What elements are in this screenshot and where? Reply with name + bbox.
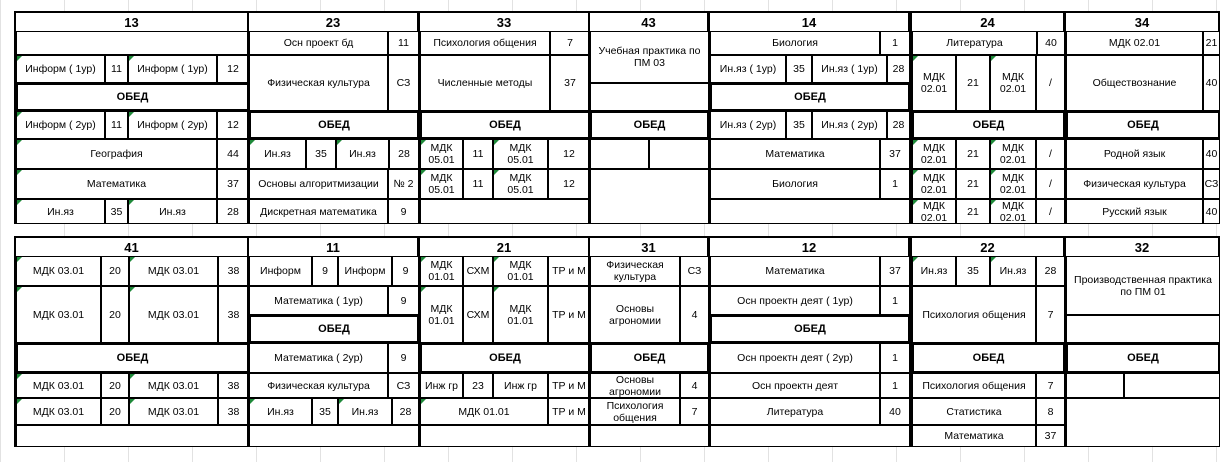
schedule-cell[interactable]: География: [16, 139, 217, 169]
schedule-cell[interactable]: Ин.яз ( 2ур): [710, 111, 786, 139]
schedule-cell[interactable]: МДК 02.01: [912, 139, 956, 169]
comment-marker-icon: [129, 56, 134, 61]
comment-marker-icon: [17, 200, 22, 205]
schedule-cell[interactable]: [1124, 373, 1220, 398]
schedule-cell[interactable]: Математика: [16, 169, 217, 199]
schedule-cell[interactable]: 37: [880, 256, 910, 286]
schedule-cell[interactable]: 44: [217, 139, 249, 169]
lunch-cell[interactable]: ОБЕД: [710, 315, 910, 343]
schedule-cell[interactable]: Ин.яз: [128, 199, 217, 224]
schedule-block: [910, 236, 1065, 447]
schedule-cell[interactable]: Литература: [710, 398, 880, 425]
schedule-cell[interactable]: МДК 01.01: [493, 286, 548, 343]
schedule-cell[interactable]: Психология общения: [420, 31, 550, 55]
schedule-cell[interactable]: Математика ( 1ур): [249, 286, 388, 315]
schedule-block: [1064, 11, 1220, 224]
schedule-cell[interactable]: СХМ: [463, 286, 493, 343]
schedule-cell[interactable]: 7: [1036, 373, 1065, 398]
schedule-cell[interactable]: [590, 139, 649, 169]
schedule-cell[interactable]: 9: [388, 286, 419, 315]
schedule-cell[interactable]: МДК 02.01: [912, 169, 956, 199]
schedule-cell[interactable]: 4: [680, 286, 709, 343]
schedule-cell[interactable]: 35: [312, 398, 338, 425]
schedule-cell[interactable]: 35: [786, 55, 812, 83]
schedule-cell[interactable]: МДК 01.01: [420, 398, 548, 425]
lunch-cell[interactable]: ОБЕД: [249, 111, 419, 139]
schedule-cell[interactable]: 7: [1036, 286, 1065, 343]
schedule-cell[interactable]: МДК 02.01: [990, 199, 1036, 224]
block-header[interactable]: 41: [16, 238, 247, 257]
schedule-cell[interactable]: [710, 199, 910, 224]
schedule-cell[interactable]: 12: [548, 169, 590, 199]
comment-marker-icon: [17, 374, 22, 379]
schedule-cell[interactable]: Дискретная математика: [249, 199, 388, 224]
schedule-cell[interactable]: Осн проектн деят ( 2ур): [710, 343, 880, 373]
schedule-cell[interactable]: Информ ( 2ур): [128, 111, 217, 139]
comment-marker-icon: [250, 140, 255, 145]
schedule-cell[interactable]: ТР и М: [548, 286, 590, 343]
schedule-block: [247, 11, 419, 224]
schedule-block: [588, 236, 709, 447]
schedule-cell[interactable]: Ин.яз: [338, 398, 392, 425]
schedule-cell[interactable]: МДК 01.01: [420, 256, 463, 286]
block-header[interactable]: 22: [912, 238, 1063, 257]
comment-marker-icon: [991, 170, 996, 175]
schedule-cell[interactable]: ТР и М: [548, 373, 590, 398]
lunch-cell[interactable]: ОБЕД: [16, 83, 249, 111]
schedule-cell[interactable]: 21: [956, 55, 990, 111]
schedule-cell[interactable]: 1: [880, 343, 910, 373]
schedule-cell[interactable]: /: [1036, 169, 1065, 199]
block-header[interactable]: 13: [16, 13, 247, 32]
schedule-cell[interactable]: МДК 02.01: [990, 55, 1036, 111]
schedule-block: [14, 236, 249, 447]
schedule-block: [418, 11, 590, 224]
comment-marker-icon: [991, 56, 996, 61]
schedule-cell[interactable]: 23: [463, 373, 493, 398]
comment-marker-icon: [17, 140, 22, 145]
schedule-cell[interactable]: МДК 05.01: [493, 139, 548, 169]
block-header[interactable]: 21: [420, 238, 588, 257]
comment-marker-icon: [130, 287, 135, 292]
schedule-cell[interactable]: 21: [956, 139, 990, 169]
comment-marker-icon: [421, 140, 426, 145]
schedule-cell[interactable]: Ин.яз ( 1ур): [812, 55, 887, 83]
comment-marker-icon: [130, 399, 135, 404]
schedule-cell[interactable]: [1066, 373, 1124, 398]
block-header[interactable]: 31: [590, 238, 707, 257]
schedule-cell[interactable]: Ин.яз ( 2ур): [812, 111, 887, 139]
schedule-cell[interactable]: Физическая культура: [1066, 169, 1203, 199]
schedule-cell[interactable]: МДК 01.01: [493, 256, 548, 286]
comment-marker-icon: [129, 200, 134, 205]
schedule-cell[interactable]: 40: [1037, 31, 1065, 55]
schedule-cell[interactable]: Ин.яз: [249, 398, 312, 425]
schedule-cell[interactable]: 35: [306, 139, 336, 169]
schedule-cell[interactable]: 11: [463, 169, 493, 199]
comment-marker-icon: [991, 200, 996, 205]
comment-marker-icon: [991, 257, 996, 262]
schedule-cell[interactable]: Информ ( 2ур): [16, 111, 105, 139]
schedule-cell[interactable]: МДК 03.01: [129, 373, 218, 398]
comment-marker-icon: [421, 399, 426, 404]
schedule-cell[interactable]: МДК 02.01: [912, 199, 956, 224]
lunch-cell[interactable]: ОБЕД: [1066, 343, 1220, 373]
schedule-cell[interactable]: Ин.яз: [912, 256, 956, 286]
schedule-cell[interactable]: 1: [880, 169, 910, 199]
schedule-cell[interactable]: /: [1036, 55, 1065, 111]
schedule-cell[interactable]: ТР и М: [548, 256, 590, 286]
comment-marker-icon: [17, 399, 22, 404]
block-header[interactable]: 11: [249, 238, 417, 257]
schedule-cell[interactable]: 20: [101, 286, 129, 343]
schedule-cell[interactable]: 12: [217, 111, 249, 139]
schedule-cell[interactable]: 35: [105, 199, 128, 224]
schedule-cell[interactable]: [649, 139, 709, 169]
schedule-cell[interactable]: МДК 02.01: [1066, 31, 1203, 55]
schedule-cell[interactable]: Математика: [710, 139, 880, 169]
schedule-block: [247, 236, 419, 447]
comment-marker-icon: [250, 399, 255, 404]
schedule-cell[interactable]: Психология общения: [912, 286, 1036, 343]
lunch-cell[interactable]: ОБЕД: [590, 111, 709, 139]
schedule-cell[interactable]: Биология: [710, 169, 880, 199]
comment-marker-icon: [17, 56, 22, 61]
schedule-cell[interactable]: Психология общения: [590, 398, 680, 425]
lunch-cell[interactable]: ОБЕД: [1066, 111, 1220, 139]
lunch-cell[interactable]: ОБЕД: [420, 111, 590, 139]
schedule-cell[interactable]: 28: [887, 55, 910, 83]
schedule-cell[interactable]: МДК 03.01: [129, 256, 218, 286]
schedule-cell[interactable]: МДК 03.01: [129, 398, 218, 425]
schedule-cell[interactable]: Психология общения: [912, 373, 1036, 398]
schedule-cell[interactable]: МДК 03.01: [16, 373, 101, 398]
lunch-cell[interactable]: ОБЕД: [420, 343, 590, 373]
schedule-cell[interactable]: СЗ: [1203, 169, 1220, 199]
block-header[interactable]: 32: [1066, 238, 1218, 257]
schedule-cell[interactable]: 7: [680, 398, 709, 425]
schedule-cell[interactable]: МДК 02.01: [990, 139, 1036, 169]
schedule-cell[interactable]: 38: [218, 286, 249, 343]
schedule-cell[interactable]: 9: [312, 256, 338, 286]
lunch-cell[interactable]: ОБЕД: [590, 343, 709, 373]
schedule-cell[interactable]: Математика ( 2ур): [249, 343, 388, 373]
comment-marker-icon: [913, 56, 918, 61]
comment-marker-icon: [339, 399, 344, 404]
schedule-cell[interactable]: СЗ: [388, 373, 419, 398]
comment-marker-icon: [913, 140, 918, 145]
schedule-cell[interactable]: МДК 01.01: [420, 286, 463, 343]
comment-marker-icon: [17, 287, 22, 292]
comment-marker-icon: [130, 374, 135, 379]
schedule-cell[interactable]: 28: [389, 139, 419, 169]
schedule-cell[interactable]: Информ ( 1ур): [16, 55, 105, 83]
schedule-cell[interactable]: 28: [887, 111, 910, 139]
schedule-cell[interactable]: 38: [218, 398, 249, 425]
schedule-cell[interactable]: 1: [880, 286, 910, 315]
lunch-cell[interactable]: ОБЕД: [912, 343, 1065, 373]
schedule-cell[interactable]: Физическая культура: [249, 373, 388, 398]
schedule-block: [910, 11, 1065, 224]
schedule-cell[interactable]: [1066, 315, 1220, 343]
schedule-cell[interactable]: 20: [101, 373, 129, 398]
schedule-block: [1064, 236, 1220, 447]
block-header[interactable]: 14: [710, 13, 908, 32]
schedule-cell[interactable]: 7: [550, 31, 590, 55]
schedule-block: [708, 236, 910, 447]
schedule-cell[interactable]: Ин.яз ( 1ур): [710, 55, 786, 83]
schedule-cell[interactable]: Ин.яз: [990, 256, 1036, 286]
schedule-cell[interactable]: 12: [548, 139, 590, 169]
schedule-cell[interactable]: 12: [217, 55, 249, 83]
lunch-cell[interactable]: ОБЕД: [912, 111, 1065, 139]
schedule-cell[interactable]: 9: [388, 343, 419, 373]
schedule-cell[interactable]: [16, 425, 249, 447]
block-header[interactable]: 12: [710, 238, 908, 257]
schedule-cell[interactable]: 28: [217, 199, 249, 224]
schedule-cell[interactable]: 40: [1203, 199, 1220, 224]
schedule-cell[interactable]: ТР и М: [548, 398, 590, 425]
block-header[interactable]: 24: [912, 13, 1063, 32]
schedule-cell[interactable]: Статистика: [912, 398, 1036, 425]
schedule-cell[interactable]: 11: [388, 31, 419, 55]
schedule-cell[interactable]: 20: [101, 398, 129, 425]
comment-marker-icon: [494, 140, 499, 145]
schedule-cell[interactable]: [420, 199, 590, 224]
comment-marker-icon: [494, 170, 499, 175]
schedule-cell[interactable]: Физическая культура: [249, 55, 388, 111]
schedule-cell[interactable]: Осн проектн деят: [710, 373, 880, 398]
schedule-cell[interactable]: 37: [1036, 425, 1065, 447]
schedule-cell[interactable]: Численные методы: [420, 55, 550, 111]
schedule-cell[interactable]: [1066, 398, 1220, 447]
lunch-cell[interactable]: ОБЕД: [16, 343, 249, 373]
schedule-cell[interactable]: 21: [1203, 31, 1220, 55]
schedule-cell[interactable]: 21: [956, 199, 990, 224]
schedule-cell[interactable]: Русский язык: [1066, 199, 1203, 224]
schedule-cell[interactable]: Производственная практика по ПМ 01: [1066, 256, 1220, 315]
schedule-cell[interactable]: Основы агрономии: [590, 286, 680, 343]
schedule-cell[interactable]: № 2: [388, 169, 419, 199]
schedule-cell[interactable]: Родной язык: [1066, 139, 1203, 169]
schedule-cell[interactable]: МДК 03.01: [129, 286, 218, 343]
comment-marker-icon: [421, 170, 426, 175]
schedule-cell[interactable]: 11: [105, 111, 128, 139]
schedule-cell[interactable]: [249, 425, 419, 447]
schedule-cell[interactable]: 40: [1203, 55, 1220, 111]
lunch-cell[interactable]: ОБЕД: [710, 83, 910, 111]
schedule-cell[interactable]: Информ ( 1ур): [128, 55, 217, 83]
comment-marker-icon: [913, 257, 918, 262]
schedule-cell[interactable]: [710, 425, 910, 447]
schedule-cell[interactable]: Математика: [912, 425, 1036, 447]
schedule-cell[interactable]: [420, 425, 590, 447]
comment-marker-icon: [17, 170, 22, 175]
schedule-cell[interactable]: 40: [880, 398, 910, 425]
schedule-cell[interactable]: МДК 03.01: [16, 398, 101, 425]
schedule-cell[interactable]: 1: [880, 31, 910, 55]
schedule-block: [708, 11, 910, 224]
comment-marker-icon: [991, 140, 996, 145]
schedule-cell[interactable]: МДК 05.01: [420, 139, 463, 169]
schedule-block: [14, 11, 249, 224]
schedule-cell[interactable]: 37: [880, 139, 910, 169]
schedule-cell[interactable]: Обществознание: [1066, 55, 1203, 111]
schedule-cell[interactable]: МДК 02.01: [912, 55, 956, 111]
schedule-cell[interactable]: [16, 31, 249, 55]
comment-marker-icon: [913, 200, 918, 205]
schedule-cell[interactable]: Инж гр: [493, 373, 548, 398]
schedule-cell[interactable]: МДК 03.01: [16, 256, 101, 286]
schedule-block: [418, 236, 590, 447]
lunch-cell[interactable]: ОБЕД: [249, 315, 419, 343]
schedule-cell[interactable]: 11: [463, 139, 493, 169]
schedule-cell[interactable]: Учебная практика по ПМ 03: [590, 31, 709, 83]
schedule-cell[interactable]: Осн проектн деят ( 1ур): [710, 286, 880, 315]
schedule-cell[interactable]: 35: [786, 111, 812, 139]
comment-marker-icon: [494, 257, 499, 262]
schedule-cell[interactable]: МДК 02.01: [990, 169, 1036, 199]
schedule-cell[interactable]: /: [1036, 199, 1065, 224]
block-header[interactable]: 43: [590, 13, 707, 32]
schedule-cell[interactable]: Физическая культура: [590, 256, 680, 286]
schedule-cell[interactable]: Основы агрономии: [590, 373, 680, 398]
schedule-cell[interactable]: СЗ: [680, 256, 709, 286]
schedule-cell[interactable]: 37: [550, 55, 590, 111]
schedule-cell[interactable]: Ин.яз: [16, 199, 105, 224]
schedule-cell[interactable]: Основы алгоритмизации: [249, 169, 388, 199]
schedule-cell[interactable]: Биология: [710, 31, 880, 55]
schedule-cell[interactable]: Ин.яз: [336, 139, 389, 169]
comment-marker-icon: [129, 112, 134, 117]
schedule-cell[interactable]: СЗ: [388, 55, 419, 111]
schedule-cell[interactable]: 38: [218, 256, 249, 286]
comment-marker-icon: [913, 170, 918, 175]
comment-marker-icon: [17, 112, 22, 117]
schedule-cell[interactable]: Ин.яз: [249, 139, 306, 169]
schedule-block: [588, 11, 709, 224]
schedule-cell[interactable]: 8: [1036, 398, 1065, 425]
block-header[interactable]: 34: [1066, 13, 1218, 32]
schedule-cell[interactable]: [590, 83, 709, 111]
schedule-cell[interactable]: 28: [392, 398, 419, 425]
schedule-cell[interactable]: 9: [388, 199, 419, 224]
schedule-cell[interactable]: 40: [1203, 139, 1220, 169]
comment-marker-icon: [421, 257, 426, 262]
schedule-cell[interactable]: 4: [680, 373, 709, 398]
schedule-cell[interactable]: /: [1036, 139, 1065, 169]
schedule-cell[interactable]: МДК 03.01: [16, 286, 101, 343]
schedule-cell[interactable]: Инж гр: [420, 373, 463, 398]
comment-marker-icon: [421, 287, 426, 292]
schedule-cell[interactable]: Математика: [710, 256, 880, 286]
schedule-cell[interactable]: МДК 05.01: [420, 169, 463, 199]
block-header[interactable]: 23: [249, 13, 417, 32]
schedule-cell[interactable]: 20: [101, 256, 129, 286]
schedule-cell[interactable]: 35: [956, 256, 990, 286]
schedule-cell[interactable]: [590, 425, 709, 447]
comment-marker-icon: [130, 257, 135, 262]
schedule-cell[interactable]: Литература: [912, 31, 1037, 55]
schedule-cell[interactable]: 37: [217, 169, 249, 199]
schedule-cell[interactable]: Осн проект бд: [249, 31, 388, 55]
schedule-cell[interactable]: 1: [880, 373, 910, 398]
comment-marker-icon: [17, 257, 22, 262]
schedule-cell[interactable]: 28: [1036, 256, 1065, 286]
schedule-cell[interactable]: 21: [956, 169, 990, 199]
schedule-cell[interactable]: Информ: [338, 256, 392, 286]
schedule-cell[interactable]: Информ: [249, 256, 312, 286]
schedule-cell[interactable]: 11: [105, 55, 128, 83]
schedule-cell[interactable]: 38: [218, 373, 249, 398]
schedule-cell[interactable]: МДК 05.01: [493, 169, 548, 199]
schedule-cell[interactable]: СХМ: [463, 256, 493, 286]
comment-marker-icon: [494, 287, 499, 292]
block-header[interactable]: 33: [420, 13, 588, 32]
schedule-cell[interactable]: [590, 169, 709, 224]
schedule-cell[interactable]: 9: [392, 256, 419, 286]
comment-marker-icon: [337, 140, 342, 145]
